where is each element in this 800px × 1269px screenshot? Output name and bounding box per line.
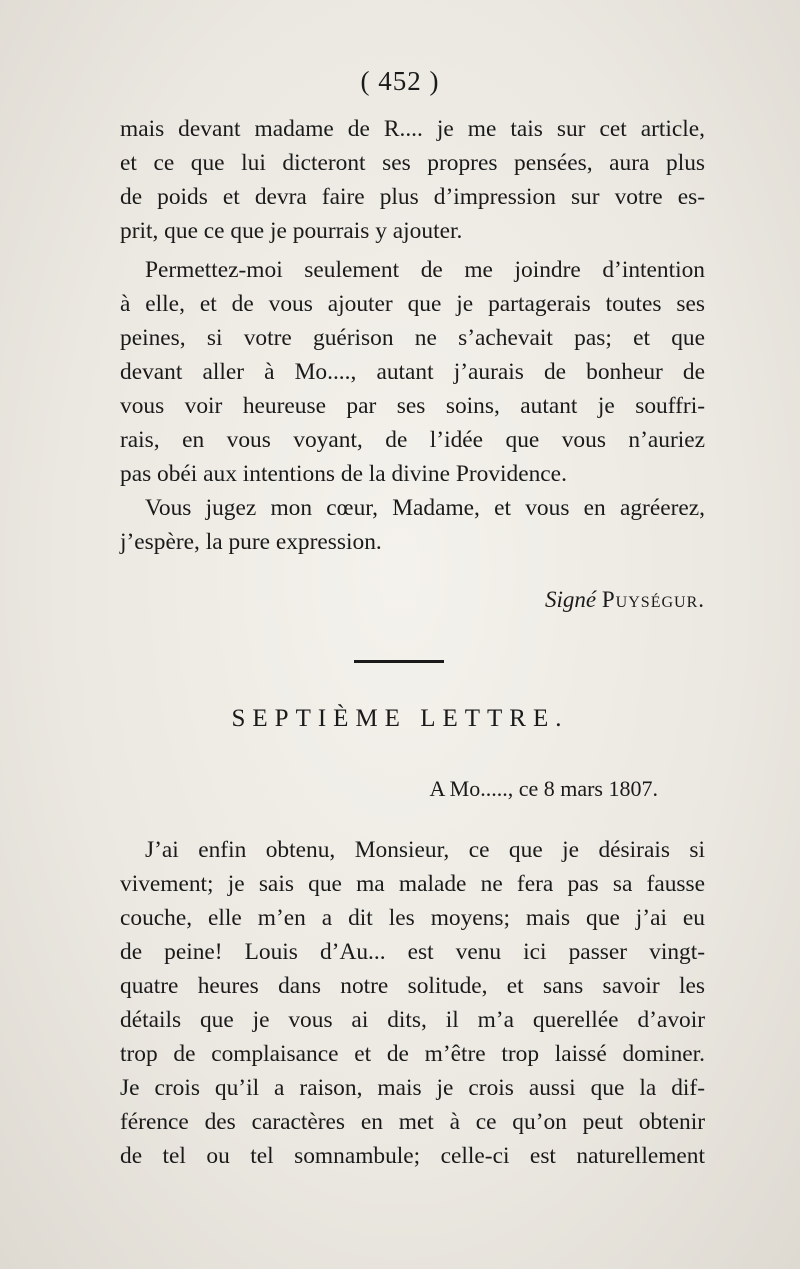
text-line: j’espère, la pure expression. [120, 529, 382, 555]
section-divider [354, 660, 444, 663]
text-line: rais, en vous voyant, de l’idée que vous n’auriez [120, 427, 705, 453]
text-line: vous voir heureuse par ses soins, autant je souffri- [120, 393, 705, 419]
text-line: Je crois qu’il a raison, mais je crois aussi que la dif- [120, 1075, 705, 1101]
text-line: de peine! Louis d’Au... est venu ici passer vingt- [120, 939, 705, 965]
signature-name: Puységur. [601, 587, 705, 612]
text-line: couche, elle m’en a dit les moyens; mais que j’ai eu [120, 905, 705, 931]
dateline: A Mo....., ce 8 mars 1807. [429, 776, 658, 801]
text-line: trop de complaisance et de m’être trop laissé dominer. [120, 1041, 705, 1067]
text-line: vivement; je sais que ma malade ne fera pas sa fausse [120, 871, 705, 897]
text-line: férence des caractères en met à ce qu’on peut obtenir [120, 1109, 705, 1135]
signature-prefix: Signé [545, 587, 597, 612]
page-number: ( 452 ) [360, 66, 440, 96]
text-line: de tel ou tel somnambule; celle-ci est naturellement [120, 1143, 705, 1169]
paragraph-4 [120, 833, 705, 1173]
text-line: devant aller à Mo...., autant j’aurais de bonheur de [120, 359, 705, 385]
text-line: de poids et devra faire plus d’impression sur votre es- [120, 184, 705, 210]
text-line: prit, que ce que je pourrais y ajouter. [120, 218, 463, 244]
text-line: J’ai enfin obtenu, Monsieur, ce que je désirais si [145, 837, 705, 863]
text-line: pas obéi aux intentions de la divine Providence. [120, 461, 567, 487]
paragraph-1 [120, 112, 705, 248]
letter-heading: SEPTIÈME LETTRE. [231, 705, 569, 732]
paragraph-3 [120, 491, 705, 559]
text-line: détails que je vous ai dits, il m’a querellée d’avoir [120, 1007, 705, 1033]
text-line: peines, si votre guérison ne s’achevait pas; et que [120, 325, 705, 351]
text-line: à elle, et de vous ajouter que je partagerais toutes ses [120, 291, 705, 317]
text-line: Vous jugez mon cœur, Madame, et vous en agréerez, [145, 495, 705, 521]
paragraph-2 [120, 253, 705, 491]
signature [120, 583, 705, 617]
text-line: quatre heures dans notre solitude, et sans savoir les [120, 973, 705, 999]
text-line: Permettez-moi seulement de me joindre d’intention [145, 257, 705, 283]
text-line: et ce que lui dicteront ses propres pensées, aura plus [120, 150, 705, 176]
text-line: mais devant madame de R.... je me tais sur cet article, [120, 116, 705, 142]
